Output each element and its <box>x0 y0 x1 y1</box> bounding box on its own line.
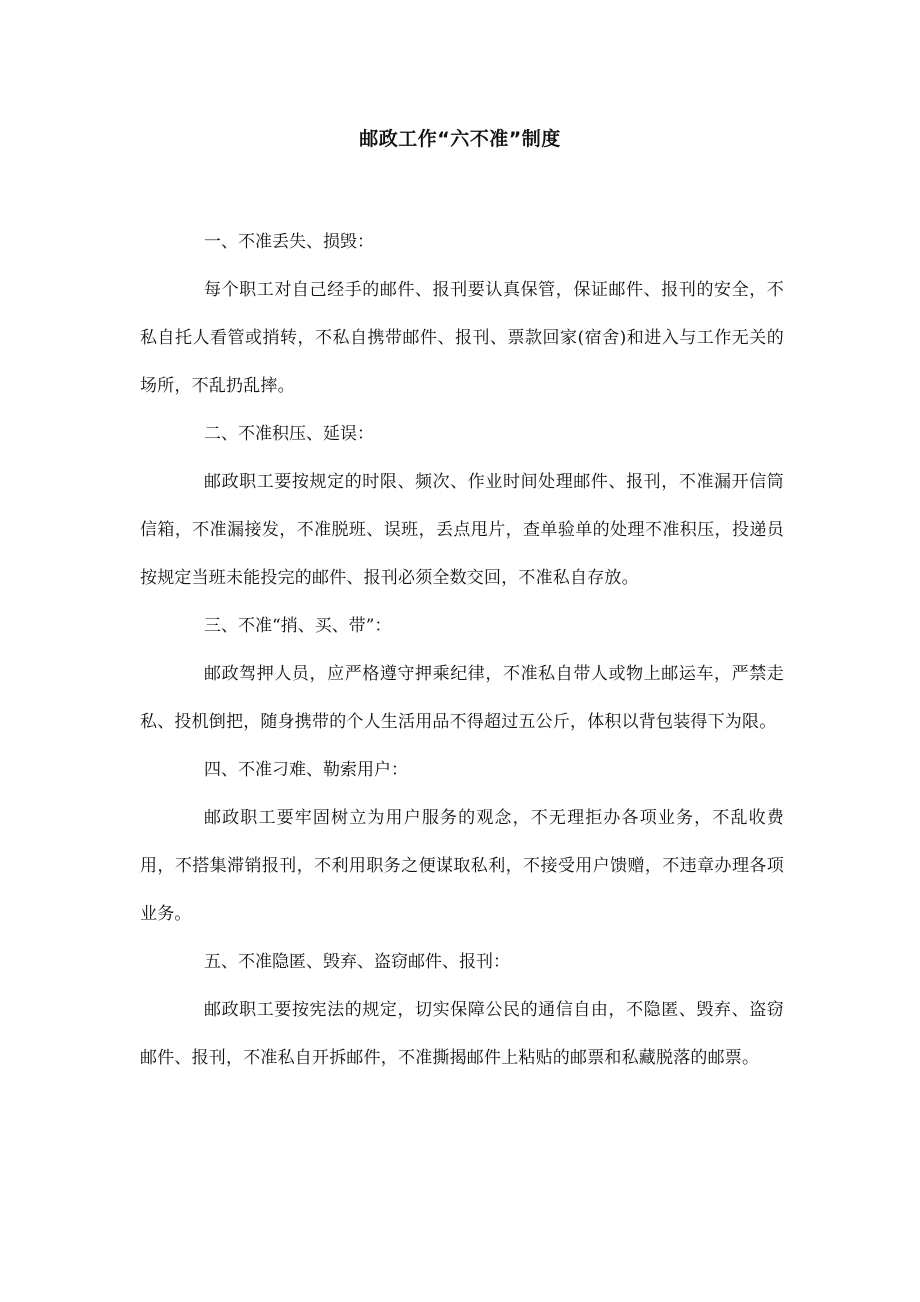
section-text-3: 邮政驾押人员，应严格遵守押乘纪律，不准私自带人或物上邮运车，严禁走私、投机倒把，随身携带的个人生活用品不得超过五公斤，体积以背包装得下为限。 <box>140 664 784 732</box>
document-title: 邮政工作“六不准”制度 <box>359 128 561 150</box>
section-text-4: 邮政职工要牢固树立为用户服务的观念，不无理拒办各项业务，不乱收费用，不搭集滞销报刊，不利用职务之便谋取私利，不接受用户馈赠，不违章办理各项业务。 <box>140 808 784 924</box>
section-text-2: 邮政职工要按规定的时限、频次、作业时间处理邮件、报刊，不准漏开信筒信箱，不准漏接发，不准脱班、误班，丢点甩片，查单验单的处理不准积压，投递员按规定当班未能投完的邮件、报刊必须全数交回，不准私自存放。 <box>140 472 784 588</box>
section-text-1: 每个职工对自己经手的邮件、报刊要认真保管，保证邮件、报刊的安全，不私自托人看管或捎转，不私自携带邮件、报刊、票款回家(宿舍)和进入与工作无关的场所，不乱扔乱摔。 <box>140 280 784 396</box>
section-heading-1: 一、不准丢失、损毁： <box>204 232 374 252</box>
section-heading-5: 五、不准隐匿、毁弃、盗窃邮件、报刊： <box>204 952 510 972</box>
section-heading-2: 二、不准积压、延误： <box>204 424 374 444</box>
document-body <box>140 218 784 1082</box>
section-text-5: 邮政职工要按宪法的规定，切实保障公民的通信自由，不隐匿、毁弃、盗窃邮件、报刊，不准私自开拆邮件，不准撕揭邮件上粘贴的邮票和私藏脱落的邮票。 <box>140 1000 784 1068</box>
section-heading-4: 四、不准刁难、勒索用户： <box>204 760 408 780</box>
section-heading-3: 三、不准“捎、买、带”： <box>204 616 392 636</box>
